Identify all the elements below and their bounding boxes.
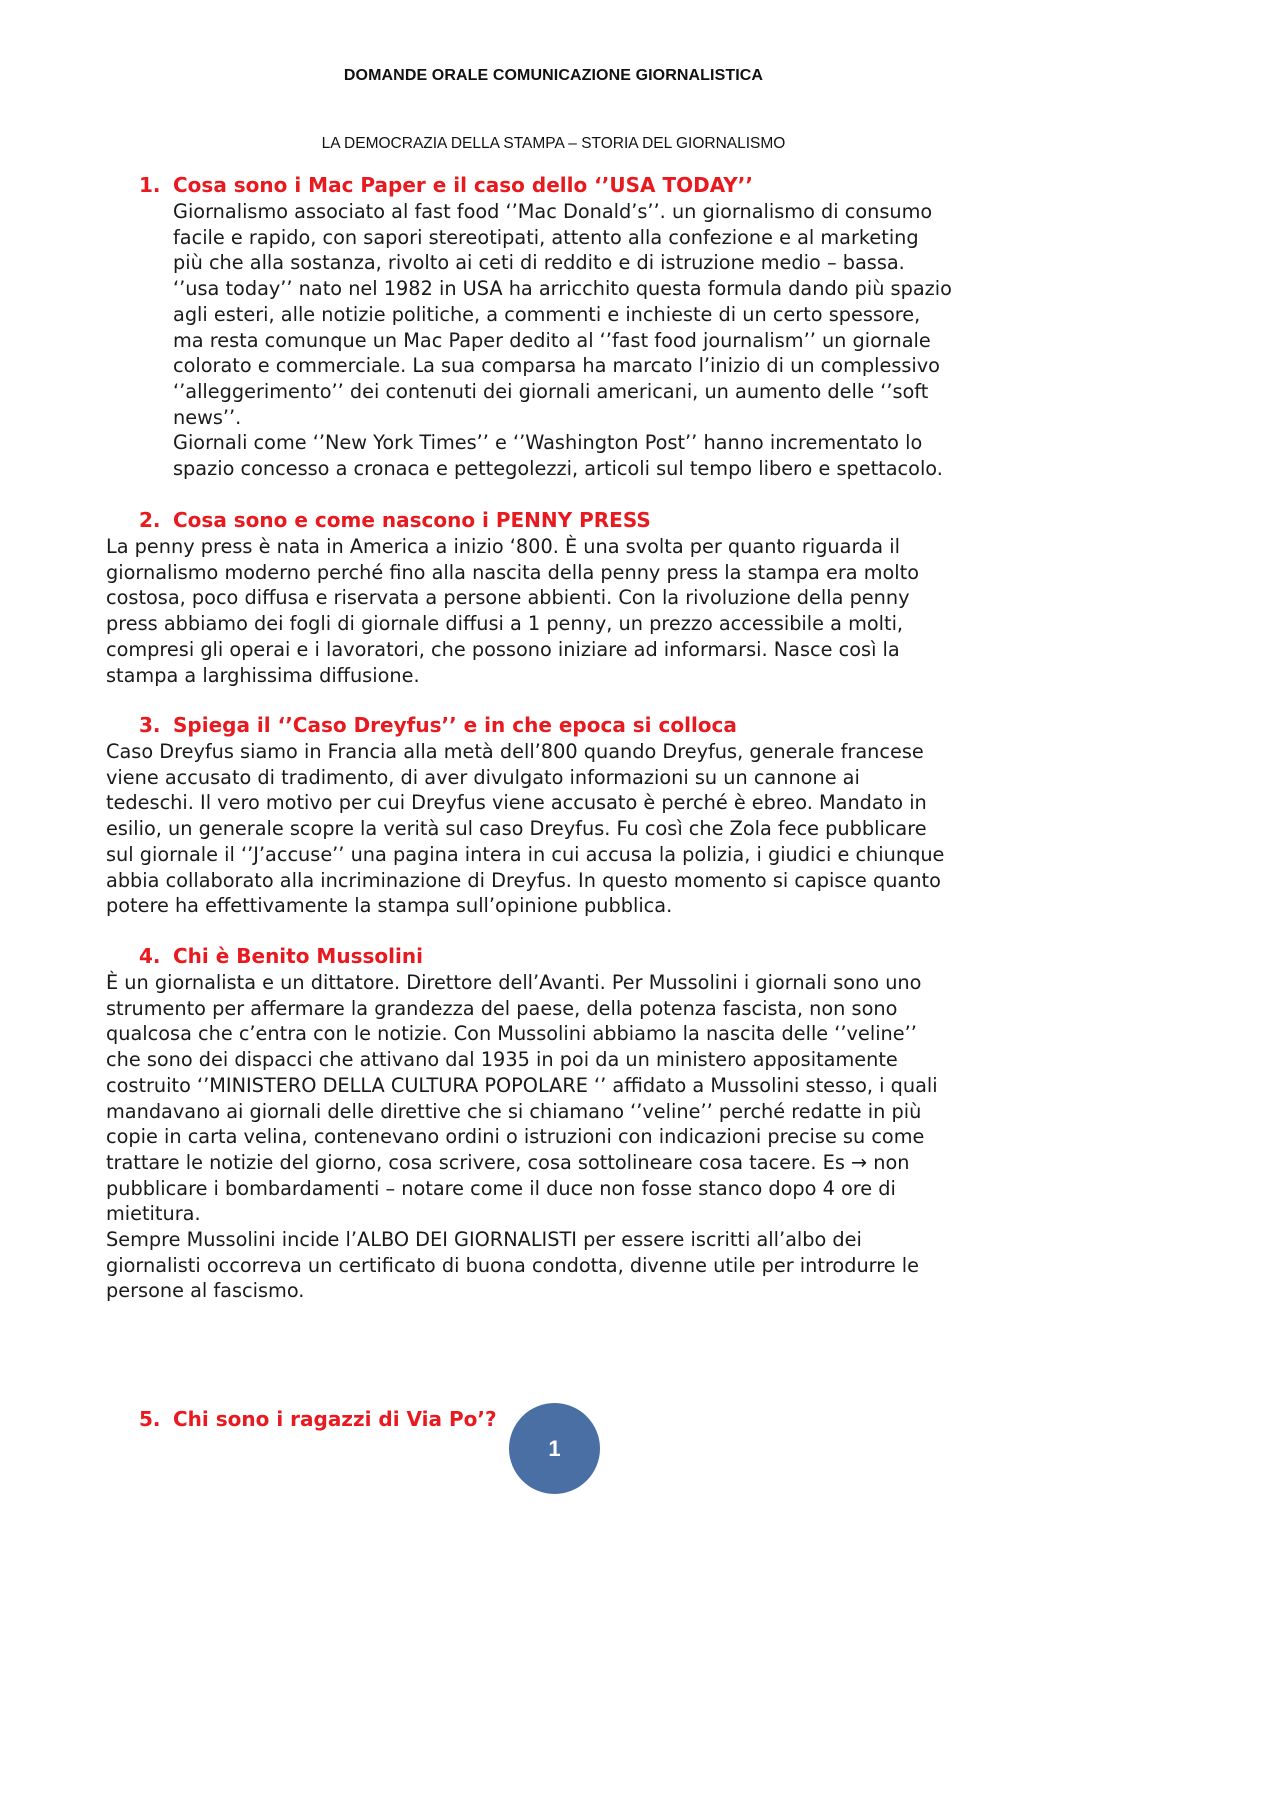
answer-text-3: Caso Dreyfus siamo in Francia alla metà dell’800 quando Dreyfus, generale francese viene accusato di tradimento, di aver divulgato informazioni su un cannone ai tedeschi. Il vero motivo per cui Dreyfus viene accusato è perché è ebreo. Mandato in esilio, un generale scopre la verità sul caso Dreyfus. Fu così che Zola fece pubblicare sul giornale il ‘’J’accuse’’ una pagina intera in cui accusa la polizia, i giudici e chiunque abbia collaborato alla incriminazione di Dreyfus. In questo momento si capisce quanto potere ha effettivamente la stampa sull’opinione pubblica. bbox=[106, 740, 945, 918]
question-heading-1 bbox=[139, 172, 753, 198]
answer-text-4: È un giornalista e un dittatore. Direttore dell’Avanti. Per Mussolini i giornali sono uno strumento per affermare la grandezza del paese, della potenza fascista, non sono qualcosa che c’entra con le notizie. Con Mussolini abbiamo la nascita delle ‘’veline’’ che sono dei dispacci che attivano dal 1935 in poi da un ministero appositamente costruito ‘’MINISTERO DELLA CULTURA POPOLARE ‘’ affidato a Mussolini stesso, i quali mandavano ai giornali delle direttive che si chiamano ‘’veline’’ perché redatte in più copie in carta velina, contenevano ordini o istruzioni con indicazioni precise su come trattare le notizie del giorno, cosa scrivere, cosa sottolineare cosa tacere. Es → non pubblicare i bombardamenti – notare come il duce non fosse stanco dopo 4 ore di mietitura. Sempre Mussolini incide l’ALBO DEI GIORNALISTI per essere iscritti all’albo dei giornalisti occorreva un certificato di buona condotta, divenne utile per introdurre le persone al fascismo. bbox=[106, 971, 938, 1303]
question-text: Chi è Benito Mussolini bbox=[173, 944, 423, 968]
page-number-badge: 1 bbox=[509, 1403, 600, 1494]
question-text: Spiega il ‘’Caso Dreyfus’’ e in che epoca si colloca bbox=[173, 713, 737, 737]
question-heading-3 bbox=[139, 712, 737, 738]
question-number: 5. bbox=[139, 1407, 161, 1431]
answer-text-1: Giornalismo associato al fast food ‘’Mac Donald’s’’. un giornalismo di consumo facile e rapido, con sapori stereotipati, attento alla confezione e al marketing più che alla sostanza, rivolto ai ceti di reddito e di istruzione medio – bassa. ‘’usa today’’ nato nel 1982 in USA ha arricchito questa formula dando più spazio agli esteri, alle notizie politiche, a commenti e inchieste di un certo spessore, ma resta comunque un Mac Paper dedito al ‘’fast food journalism’’ un giornale colorato e commerciale. La sua comparsa ha marcato l’inizio di un complessivo ‘’alleggerimento’’ dei contenuti dei giornali americani, un aumento delle ‘’soft news’’. Giornali come ‘’New York Times’’ e ‘’Washington Post’’ hanno incrementato lo spazio concesso a cronaca e pettegolezzi, articoli sul tempo libero e spettacolo. bbox=[173, 200, 952, 481]
question-number: 2. bbox=[139, 508, 161, 532]
question-number: 1. bbox=[139, 173, 161, 197]
answer-text-2: La penny press è nata in America a inizio ‘800. È una svolta per quanto riguarda il giornalismo moderno perché fino alla nascita della penny press la stampa era molto costosa, poco diffusa e riservata a persone abbienti. Con la rivoluzione della penny press abbiamo dei fogli di giornale diffusi a 1 penny, un prezzo accessibile a molti, compresi gli operai e i lavoratori, che possono iniziare ad informarsi. Nasce così la stampa a larghissima diffusione. bbox=[106, 535, 920, 687]
question-text: Cosa sono e come nascono i PENNY PRESS bbox=[173, 508, 651, 532]
document-title: DOMANDE ORALE COMUNICAZIONE GIORNALISTICA bbox=[343, 67, 764, 84]
question-heading-5 bbox=[139, 1406, 497, 1432]
question-text: Chi sono i ragazzi di Via Po’? bbox=[173, 1407, 497, 1431]
question-number: 4. bbox=[139, 944, 161, 968]
question-number: 3. bbox=[139, 713, 161, 737]
question-heading-2 bbox=[139, 507, 651, 533]
question-heading-4 bbox=[139, 943, 423, 969]
document-subtitle: LA DEMOCRAZIA DELLA STAMPA – STORIA DEL GIORNALISMO bbox=[321, 135, 786, 152]
question-text: Cosa sono i Mac Paper e il caso dello ‘’USA TODAY’’ bbox=[173, 173, 753, 197]
